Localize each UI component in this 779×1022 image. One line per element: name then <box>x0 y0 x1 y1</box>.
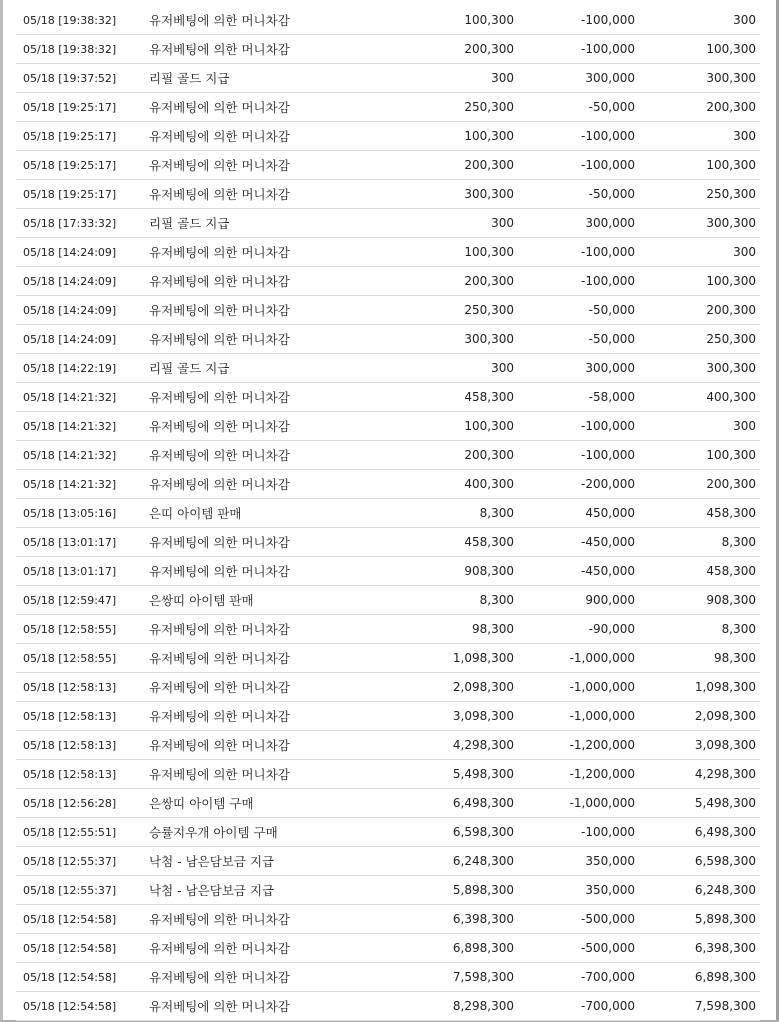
transaction-datetime: 05/18 [14:21:32] <box>16 383 149 412</box>
transaction-row <box>16 441 760 470</box>
balance-before: 300,300 <box>399 325 514 354</box>
amount-change: -200,000 <box>514 470 635 499</box>
amount-change: 350,000 <box>514 847 635 876</box>
balance-before: 908,300 <box>399 557 514 586</box>
amount-change: -700,000 <box>514 992 635 1021</box>
balance-after: 8,300 <box>635 528 760 557</box>
balance-before: 6,598,300 <box>399 818 514 847</box>
balance-before: 4,298,300 <box>399 731 514 760</box>
balance-after: 1,098,300 <box>635 673 760 702</box>
balance-before: 98,300 <box>399 615 514 644</box>
balance-after: 8,300 <box>635 615 760 644</box>
transaction-row <box>16 760 760 789</box>
balance-after: 250,300 <box>635 180 760 209</box>
transaction-description: 낙첨 - 남은담보금 지급 <box>149 876 399 905</box>
transaction-description: 유저베팅에 의한 머니차감 <box>149 441 399 470</box>
transaction-description: 유저베팅에 의한 머니차감 <box>149 615 399 644</box>
transaction-description: 유저베팅에 의한 머니차감 <box>149 702 399 731</box>
balance-before: 458,300 <box>399 528 514 557</box>
window-left-border <box>0 0 3 1022</box>
transaction-datetime: 05/18 [17:33:32] <box>16 209 149 238</box>
balance-after: 100,300 <box>635 151 760 180</box>
balance-before: 200,300 <box>399 35 514 64</box>
balance-after: 908,300 <box>635 586 760 615</box>
transaction-datetime: 05/18 [14:21:32] <box>16 441 149 470</box>
transaction-row <box>16 702 760 731</box>
balance-after: 200,300 <box>635 296 760 325</box>
transaction-description: 유저베팅에 의한 머니차감 <box>149 731 399 760</box>
amount-change: 350,000 <box>514 876 635 905</box>
transaction-row <box>16 644 760 673</box>
transaction-description: 유저베팅에 의한 머니차감 <box>149 557 399 586</box>
balance-before: 6,398,300 <box>399 905 514 934</box>
balance-before: 400,300 <box>399 470 514 499</box>
transaction-row <box>16 992 760 1021</box>
transaction-row <box>16 151 760 180</box>
balance-after: 300 <box>635 122 760 151</box>
balance-after: 458,300 <box>635 557 760 586</box>
balance-after: 6,598,300 <box>635 847 760 876</box>
balance-before: 100,300 <box>399 122 514 151</box>
amount-change: -1,200,000 <box>514 760 635 789</box>
amount-change: -100,000 <box>514 35 635 64</box>
transaction-description: 유저베팅에 의한 머니차감 <box>149 325 399 354</box>
transaction-datetime: 05/18 [19:37:52] <box>16 64 149 93</box>
transaction-datetime: 05/18 [14:24:09] <box>16 296 149 325</box>
balance-after: 7,598,300 <box>635 992 760 1021</box>
balance-before: 250,300 <box>399 93 514 122</box>
transaction-description: 유저베팅에 의한 머니차감 <box>149 93 399 122</box>
balance-after: 3,098,300 <box>635 731 760 760</box>
balance-before: 1,098,300 <box>399 644 514 673</box>
balance-before: 3,098,300 <box>399 702 514 731</box>
amount-change: -100,000 <box>514 122 635 151</box>
transaction-datetime: 05/18 [12:58:13] <box>16 731 149 760</box>
transaction-row <box>16 557 760 586</box>
balance-after: 200,300 <box>635 470 760 499</box>
balance-after: 300,300 <box>635 209 760 238</box>
transaction-row <box>16 64 760 93</box>
transaction-description: 유저베팅에 의한 머니차감 <box>149 35 399 64</box>
transaction-row <box>16 6 760 35</box>
amount-change: -450,000 <box>514 528 635 557</box>
transaction-row <box>16 93 760 122</box>
transaction-datetime: 05/18 [12:55:51] <box>16 818 149 847</box>
balance-after: 4,298,300 <box>635 760 760 789</box>
transaction-datetime: 05/18 [12:55:37] <box>16 876 149 905</box>
transaction-description: 유저베팅에 의한 머니차감 <box>149 934 399 963</box>
balance-after: 5,898,300 <box>635 905 760 934</box>
balance-before: 200,300 <box>399 151 514 180</box>
amount-change: 300,000 <box>514 64 635 93</box>
transaction-description: 유저베팅에 의한 머니차감 <box>149 180 399 209</box>
balance-before: 200,300 <box>399 441 514 470</box>
transaction-row <box>16 586 760 615</box>
transaction-description: 유저베팅에 의한 머니차감 <box>149 760 399 789</box>
amount-change: 900,000 <box>514 586 635 615</box>
transaction-datetime: 05/18 [19:25:17] <box>16 151 149 180</box>
amount-change: -50,000 <box>514 325 635 354</box>
transaction-datetime: 05/18 [12:59:47] <box>16 586 149 615</box>
transaction-row <box>16 615 760 644</box>
transaction-description: 유저베팅에 의한 머니차감 <box>149 992 399 1021</box>
transaction-row <box>16 789 760 818</box>
transaction-datetime: 05/18 [19:38:32] <box>16 35 149 64</box>
transaction-row <box>16 122 760 151</box>
balance-before: 8,298,300 <box>399 992 514 1021</box>
balance-after: 100,300 <box>635 35 760 64</box>
transaction-datetime: 05/18 [14:24:09] <box>16 238 149 267</box>
balance-before: 100,300 <box>399 412 514 441</box>
transaction-datetime: 05/18 [19:38:32] <box>16 6 149 35</box>
transaction-description: 유저베팅에 의한 머니차감 <box>149 905 399 934</box>
transaction-description: 승률지우개 아이템 구매 <box>149 818 399 847</box>
transaction-description: 유저베팅에 의한 머니차감 <box>149 238 399 267</box>
transaction-description: 은쌍띠 아이템 구매 <box>149 789 399 818</box>
transaction-datetime: 05/18 [12:58:55] <box>16 615 149 644</box>
transaction-row <box>16 499 760 528</box>
transaction-row <box>16 847 760 876</box>
transaction-datetime: 05/18 [14:21:32] <box>16 412 149 441</box>
transaction-row <box>16 963 760 992</box>
balance-before: 300 <box>399 209 514 238</box>
transaction-datetime: 05/18 [12:54:58] <box>16 963 149 992</box>
amount-change: -1,200,000 <box>514 731 635 760</box>
transaction-description: 유저베팅에 의한 머니차감 <box>149 6 399 35</box>
transaction-description: 유저베팅에 의한 머니차감 <box>149 296 399 325</box>
balance-before: 5,898,300 <box>399 876 514 905</box>
amount-change: -1,000,000 <box>514 673 635 702</box>
balance-after: 6,248,300 <box>635 876 760 905</box>
transaction-description: 유저베팅에 의한 머니차감 <box>149 528 399 557</box>
transaction-description: 유저베팅에 의한 머니차감 <box>149 151 399 180</box>
balance-after: 300 <box>635 6 760 35</box>
transaction-description: 유저베팅에 의한 머니차감 <box>149 383 399 412</box>
balance-after: 300 <box>635 412 760 441</box>
balance-before: 458,300 <box>399 383 514 412</box>
transaction-row <box>16 296 760 325</box>
balance-before: 7,598,300 <box>399 963 514 992</box>
balance-before: 8,300 <box>399 499 514 528</box>
transaction-datetime: 05/18 [12:58:13] <box>16 760 149 789</box>
balance-before: 250,300 <box>399 296 514 325</box>
transaction-datetime: 05/18 [12:56:28] <box>16 789 149 818</box>
amount-change: -50,000 <box>514 93 635 122</box>
transaction-datetime: 05/18 [19:25:17] <box>16 122 149 151</box>
transaction-row <box>16 731 760 760</box>
transaction-description: 유저베팅에 의한 머니차감 <box>149 963 399 992</box>
balance-after: 98,300 <box>635 644 760 673</box>
amount-change: 300,000 <box>514 354 635 383</box>
transaction-row <box>16 818 760 847</box>
transaction-row <box>16 876 760 905</box>
amount-change: -100,000 <box>514 267 635 296</box>
transaction-row <box>16 412 760 441</box>
transaction-datetime: 05/18 [13:01:17] <box>16 557 149 586</box>
balance-before: 300 <box>399 64 514 93</box>
transaction-datetime: 05/18 [14:24:09] <box>16 325 149 354</box>
balance-before: 6,248,300 <box>399 847 514 876</box>
balance-after: 6,898,300 <box>635 963 760 992</box>
transaction-row <box>16 325 760 354</box>
amount-change: -1,000,000 <box>514 702 635 731</box>
balance-after: 400,300 <box>635 383 760 412</box>
amount-change: -100,000 <box>514 151 635 180</box>
amount-change: -500,000 <box>514 905 635 934</box>
amount-change: -100,000 <box>514 238 635 267</box>
money-history-table <box>16 6 760 1021</box>
balance-before: 100,300 <box>399 238 514 267</box>
balance-before: 100,300 <box>399 6 514 35</box>
amount-change: -100,000 <box>514 6 635 35</box>
amount-change: -100,000 <box>514 818 635 847</box>
balance-after: 300,300 <box>635 354 760 383</box>
transaction-datetime: 05/18 [12:54:58] <box>16 934 149 963</box>
amount-change: -1,000,000 <box>514 789 635 818</box>
transaction-datetime: 05/18 [12:54:58] <box>16 992 149 1021</box>
balance-before: 2,098,300 <box>399 673 514 702</box>
amount-change: -100,000 <box>514 441 635 470</box>
transaction-description: 리필 골드 지급 <box>149 64 399 93</box>
balance-after: 300,300 <box>635 64 760 93</box>
transaction-datetime: 05/18 [19:25:17] <box>16 93 149 122</box>
transaction-datetime: 05/18 [12:58:13] <box>16 702 149 731</box>
transaction-description: 리필 골드 지급 <box>149 209 399 238</box>
transaction-row <box>16 180 760 209</box>
transaction-description: 낙첨 - 남은담보금 지급 <box>149 847 399 876</box>
amount-change: -58,000 <box>514 383 635 412</box>
transaction-description: 은띠 아이템 판매 <box>149 499 399 528</box>
transaction-datetime: 05/18 [14:22:19] <box>16 354 149 383</box>
balance-after: 100,300 <box>635 441 760 470</box>
transaction-description: 리필 골드 지급 <box>149 354 399 383</box>
transaction-row <box>16 470 760 499</box>
transaction-datetime: 05/18 [12:58:55] <box>16 644 149 673</box>
amount-change: -50,000 <box>514 180 635 209</box>
transaction-description: 유저베팅에 의한 머니차감 <box>149 122 399 151</box>
balance-after: 200,300 <box>635 93 760 122</box>
amount-change: -700,000 <box>514 963 635 992</box>
transaction-row <box>16 35 760 64</box>
amount-change: 300,000 <box>514 209 635 238</box>
transaction-description: 유저베팅에 의한 머니차감 <box>149 644 399 673</box>
transaction-description: 유저베팅에 의한 머니차감 <box>149 412 399 441</box>
balance-after: 6,398,300 <box>635 934 760 963</box>
transaction-description: 유저베팅에 의한 머니차감 <box>149 267 399 296</box>
transaction-row <box>16 354 760 383</box>
transaction-datetime: 05/18 [13:05:16] <box>16 499 149 528</box>
transaction-datetime: 05/18 [19:25:17] <box>16 180 149 209</box>
transaction-datetime: 05/18 [14:21:32] <box>16 470 149 499</box>
balance-before: 200,300 <box>399 267 514 296</box>
transaction-description: 유저베팅에 의한 머니차감 <box>149 673 399 702</box>
transaction-row <box>16 934 760 963</box>
balance-after: 2,098,300 <box>635 702 760 731</box>
transaction-datetime: 05/18 [13:01:17] <box>16 528 149 557</box>
balance-after: 5,498,300 <box>635 789 760 818</box>
amount-change: 450,000 <box>514 499 635 528</box>
transaction-datetime: 05/18 [14:24:09] <box>16 267 149 296</box>
transaction-row <box>16 905 760 934</box>
transaction-description: 유저베팅에 의한 머니차감 <box>149 470 399 499</box>
amount-change: -1,000,000 <box>514 644 635 673</box>
money-history-body <box>16 6 760 1021</box>
transaction-row <box>16 528 760 557</box>
balance-after: 100,300 <box>635 267 760 296</box>
amount-change: -50,000 <box>514 296 635 325</box>
transaction-description: 은쌍띠 아이템 판매 <box>149 586 399 615</box>
transaction-datetime: 05/18 [12:58:13] <box>16 673 149 702</box>
balance-before: 300 <box>399 354 514 383</box>
balance-before: 6,498,300 <box>399 789 514 818</box>
transaction-row <box>16 673 760 702</box>
balance-after: 250,300 <box>635 325 760 354</box>
transaction-row <box>16 209 760 238</box>
balance-before: 8,300 <box>399 586 514 615</box>
balance-before: 5,498,300 <box>399 760 514 789</box>
transaction-datetime: 05/18 [12:54:58] <box>16 905 149 934</box>
balance-after: 458,300 <box>635 499 760 528</box>
balance-before: 6,898,300 <box>399 934 514 963</box>
balance-before: 300,300 <box>399 180 514 209</box>
balance-after: 6,498,300 <box>635 818 760 847</box>
amount-change: -90,000 <box>514 615 635 644</box>
amount-change: -450,000 <box>514 557 635 586</box>
balance-after: 300 <box>635 238 760 267</box>
transaction-row <box>16 383 760 412</box>
transaction-row <box>16 267 760 296</box>
transaction-datetime: 05/18 [12:55:37] <box>16 847 149 876</box>
amount-change: -500,000 <box>514 934 635 963</box>
amount-change: -100,000 <box>514 412 635 441</box>
transaction-row <box>16 238 760 267</box>
